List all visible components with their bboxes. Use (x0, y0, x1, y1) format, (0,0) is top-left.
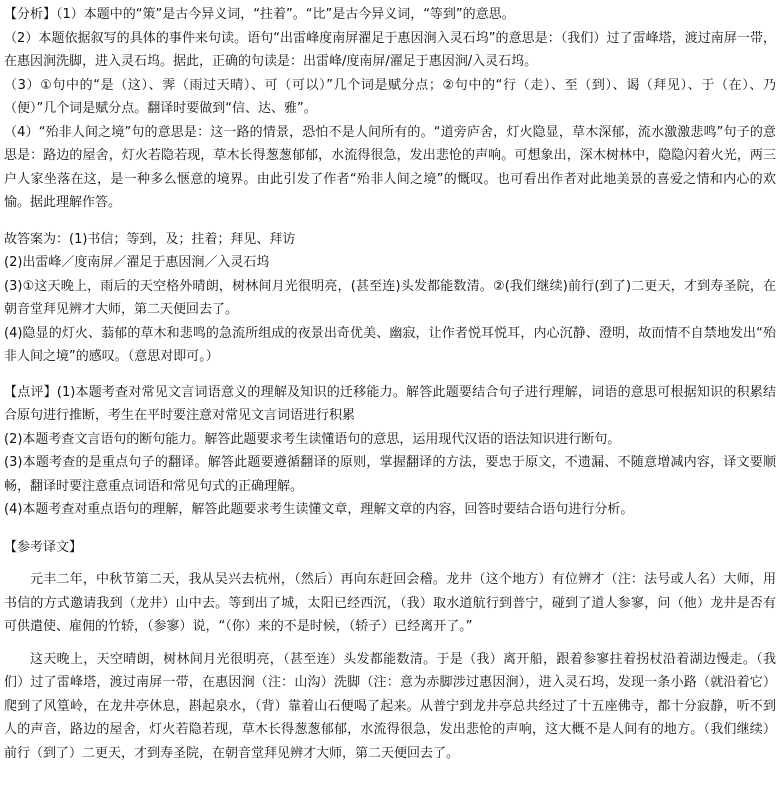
translation-section (4, 536, 776, 766)
answer-line-4: (4)隐显的灯火、蓊郁的草木和悲鸣的急流所组成的夜景出奇优美、幽寂，让作者悦耳悦耳，内心沉静、澄明，故而情不自禁地发出“殆非人间之境”的感叹。（意思对即可。） (4, 325, 776, 364)
answer-line-3: (3)①这天晚上，雨后的天空格外晴朗，树林间月光很明亮，(甚至连)头发都能数清。②(我们继续)前行(到了)二更天，才到寿圣院，在朝音堂拜见辨才大师，第二天便回去了。 (4, 278, 776, 317)
translation-paragraph-2: 这天晚上，天空晴朗，树林间月光很明亮，（甚至连）头发都能数清。于是（我）离开船，跟着参寥拄着拐杖沿着湖边慢走。（我们）过了雷峰塔，渡过南屏一带，在惠因涧（注：山沟）洗脚（注：意为赤脚涉过惠因涧），进入灵石坞，发现一条小路（就沿着它）爬到了风篁岭，在龙井亭休息，斟起泉水，（背）靠着山石便喝了起来。从普宁到龙井亭总共经过了十五座佛寺，都十分寂静，听不到人的声音，路边的屋舍，灯火若隐若现，草木长得葱葱郁郁，水流得很急，发出悲怆的声响，这大概不是人间有的地方。（我们继续）前行（到了）二更天，才到寿圣院，在朝音堂拜见辨才大师，第二天便回去了。 (4, 651, 776, 761)
comment-line-1: 【点评】(1)本题考查对常见文言词语意义的理解及知识的迁移能力。解答此题要结合句子进行理解，词语的意思可根据知识的积累结合原句进行推断，考生在平时要注意对常见文言词语进行积累 (4, 384, 776, 423)
comment-line-2: (2)本题考查文言语句的断句能力。解答此题要求考生读懂语句的意思，运用现代汉语的语法知识进行断句。 (4, 431, 621, 447)
analysis-line-2: （2）本题依据叙写的具体的事件来句读。语句“出雷峰度南屏濯足于惠因涧入灵石坞”的意思是：（我们）过了雷峰塔，渡过南屏一带，在惠因涧洗脚，进入灵石坞。据此，正确的句读是：出雷峰/度南屏/濯足于惠因涧/入灵石坞。 (4, 30, 776, 69)
answer-line-2: (2)出雷峰／度南屏／濯足于惠因涧／入灵石坞 (4, 255, 270, 270)
answer-line-1: 故答案为：(1)书信；等到，及；拄着；拜见、拜访 (4, 231, 296, 247)
answer-section (4, 228, 776, 369)
comment-line-3: (3)本题考查的是重点句子的翻译。解答此题要遵循翻译的原则，掌握翻译的方法，要忠于原文，不遗漏、不随意增减内容，译文要顺畅，翻译时要注意重点词语和常见句式的正确理解。 (4, 455, 776, 494)
comment-section (4, 381, 776, 522)
analysis-section (4, 3, 776, 215)
translation-paragraph-1: 元丰二年，中秋节第二天，我从吴兴去杭州，（然后）再向东赶回会稽。龙井（这个地方）有位辨才（注：法号或人名）大师，用书信的方式邀请我到（龙井）山中去。等到出了城，太阳已经西沉，（我）取水道航行到普宁，碰到了道人参寥，问（他）龙井是否有可供遣使、雇佣的竹轿，（参寥）说，“（你）来的不是时候，（轿子）已经离开了。” (4, 572, 776, 634)
analysis-heading: 【分析】 (4, 7, 57, 22)
comment-line-4: (4)本题考查对重点语句的理解，解答此题要求考生读懂文章，理解文章的内容，回答时要结合语句进行分析。 (4, 502, 634, 517)
analysis-line-1: 【分析】（1）本题中的“策”是古今异义词，“拄着”。“比”是古今异义词，“等到”的意思。 (4, 7, 515, 22)
analysis-line-3: （3）①句中的“是（这）、霁（雨过天晴）、可（可以）”几个词是赋分点；②句中的“行（走）、至（到）、谒（拜见）、于（在）、乃（便）”几个词是赋分点。翻译时要做到“信、达、雅”。 (4, 77, 776, 116)
analysis-line-4: （4）“殆非人间之境”句的意思是：这一路的情景，恐怕不是人间所有的。“道旁庐舍，灯火隐显，草木深郁，流水激激悲鸣”句子的意思是：路边的屋舍，灯火若隐若现，草木长得葱葱郁郁，水流得很急，发出悲怆的声响。可想象出，深木树林中，隐隐闪着火光，两三户人家坐落在这，是一种多么惬意的境界。由此引发了作者“殆非人间之境”的慨叹。也可看出作者对此地美景的喜爱之情和内心的欢愉。据此理解作答。 (4, 124, 776, 210)
translation-heading: 【参考译文】 (4, 539, 83, 555)
